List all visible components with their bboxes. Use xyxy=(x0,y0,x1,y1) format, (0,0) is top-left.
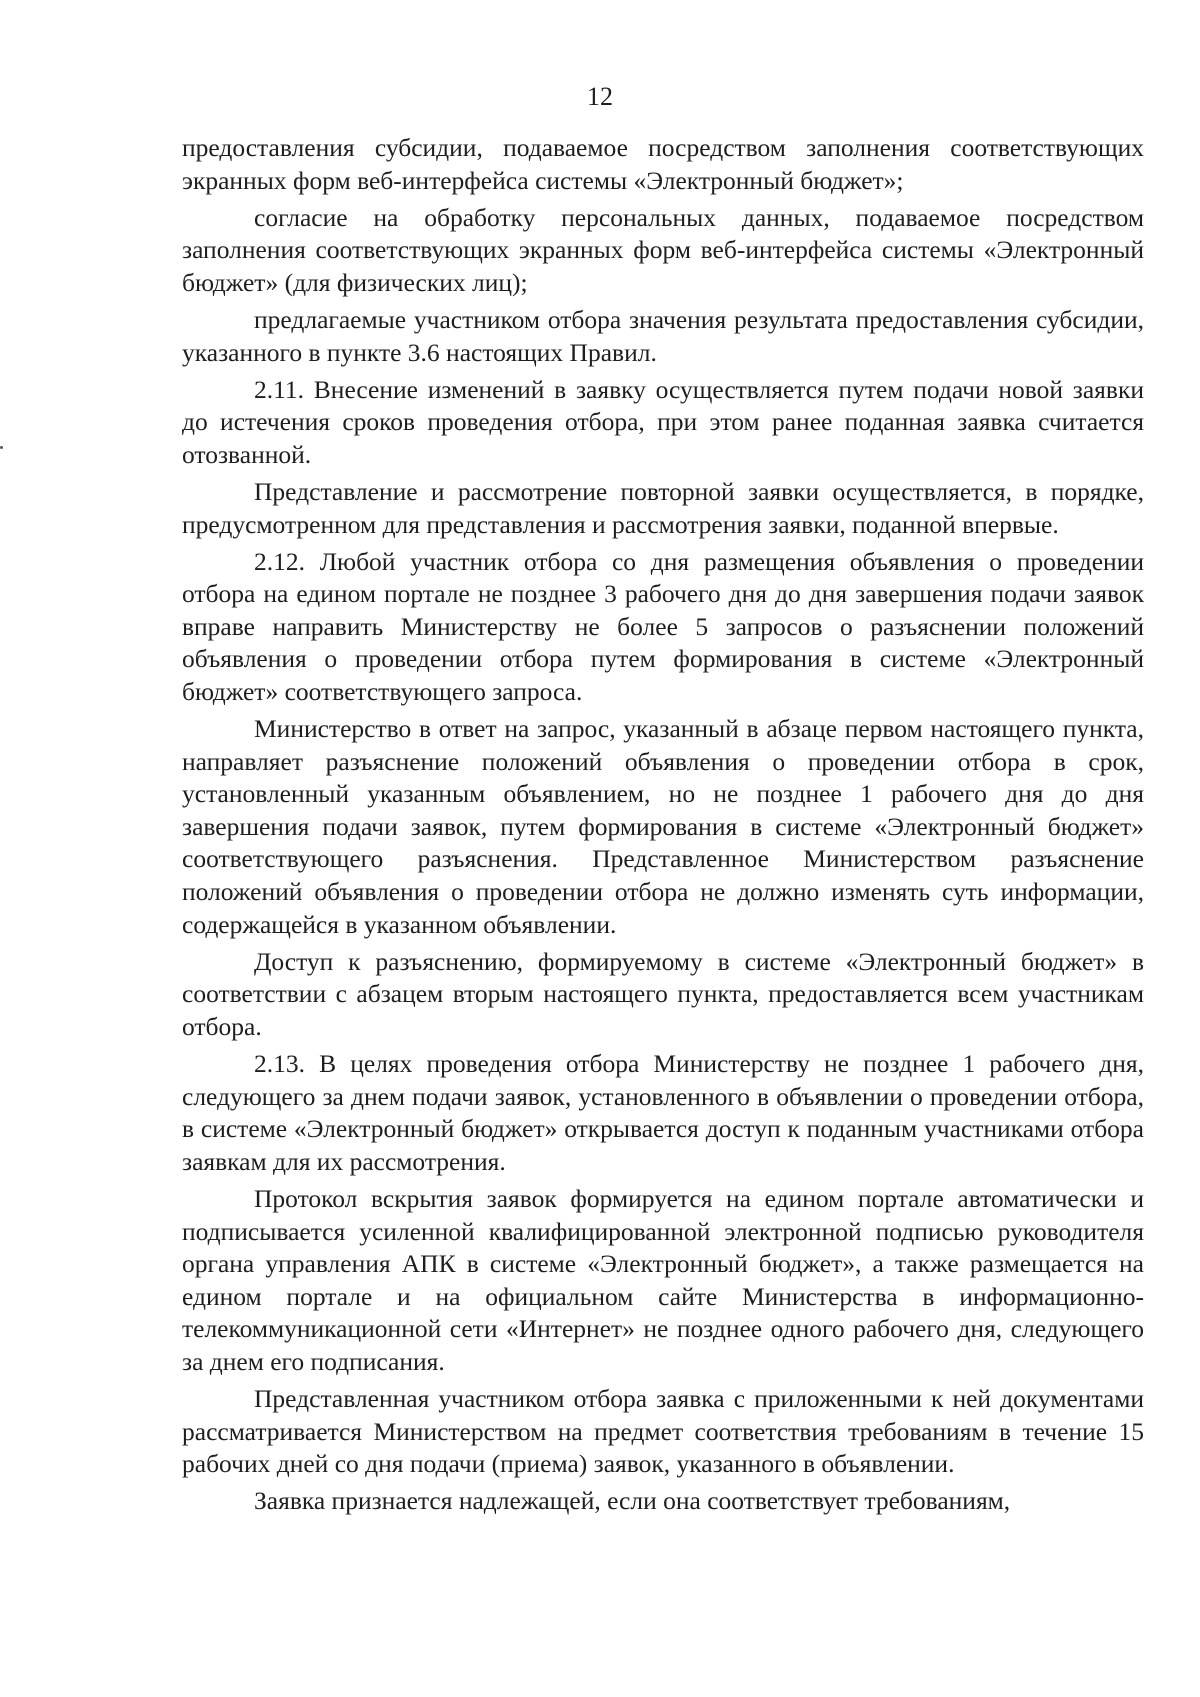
margin-mark xyxy=(0,446,3,449)
document-body xyxy=(182,132,1144,1522)
paragraph-3: предлагаемые участником отбора значения результата предоставления субсидии, указанного в пункте 3.6 настоящих Правил. xyxy=(182,304,1144,367)
paragraph-11: Представленная участником отбора заявка с приложенными к ней документами рассматривается Министерством на предмет соответствия требованиям в течение 15 рабочих дней со дня подачи (приема) заявок, указанного в объявлении. xyxy=(182,1383,1144,1479)
paragraph-9: 2.13. В целях проведения отбора Министерству не позднее 1 рабочего дня, следующего за днем подачи заявок, установленного в объявлении о проведении отбора, в системе «Электронный бюджет» открывается доступ к поданным участниками отбора заявкам для их рассмотрения. xyxy=(182,1049,1144,1176)
paragraph-1: предоставления субсидии, подаваемое посредством заполнения соответствующих экранных форм веб-интерфейса системы «Электронный бюджет»; xyxy=(182,133,1144,195)
paragraph-12: Заявка признается надлежащей, если она соответствует требованиям, xyxy=(254,1486,1011,1516)
paragraph-10: Протокол вскрытия заявок формируется на едином портале автоматически и подписывается усиленной квалифицированной электронной подписью руководителя органа управления АПК в системе «Электронный бюджет», а также размещается на едином портале и на официальном сайте Министерства в информационно-телекоммуникационной сети «Интернет» не позднее одного рабочего дня, следующего за днем его подписания. xyxy=(182,1183,1144,1376)
page-number: 12 xyxy=(587,82,613,111)
paragraph-7: Министерство в ответ на запрос, указанный в абзаце первом настоящего пункта, направляет разъяснение положений объявления о проведении отбора в срок, установленный указанным объявлением, но не позднее 1 рабочего дня до дня завершения подачи заявок, путем формирования в системе «Электронный бюджет» соответствующего разъяснения. Представленное Министерством разъяснение положений объявления о проведении отбора не должно изменять суть информации, содержащейся в указанном объявлении. xyxy=(182,714,1144,939)
paragraph-6: 2.12. Любой участник отбора со дня размещения объявления о проведении отбора на едином портале не позднее 3 рабочего дня до дня завершения подачи заявок вправе направить Министерству не более 5 запросов о разъяснении положений объявления о проведении отбора путем формирования в системе «Электронный бюджет» соответствующего запроса. xyxy=(182,546,1144,706)
paragraph-8: Доступ к разъяснению, формируемому в системе «Электронный бюджет» в соответствии с абзацем вторым настоящего пункта, предоставляется всем участникам отбора. xyxy=(182,946,1144,1041)
paragraph-5: Представление и рассмотрение повторной заявки осуществляется, в порядке, предусмотренном для представления и рассмотрения заявки, поданной впервые. xyxy=(182,476,1144,539)
paragraph-4: 2.11. Внесение изменений в заявку осуществляется путем подачи новой заявки до истечения сроков проведения отбора, при этом ранее поданная заявка считается отозванной. xyxy=(182,374,1144,469)
paragraph-2: согласие на обработку персональных данных, подаваемое посредством заполнения соответствующих экранных форм веб-интерфейса системы «Электронный бюджет» (для физических лиц); xyxy=(182,202,1144,297)
